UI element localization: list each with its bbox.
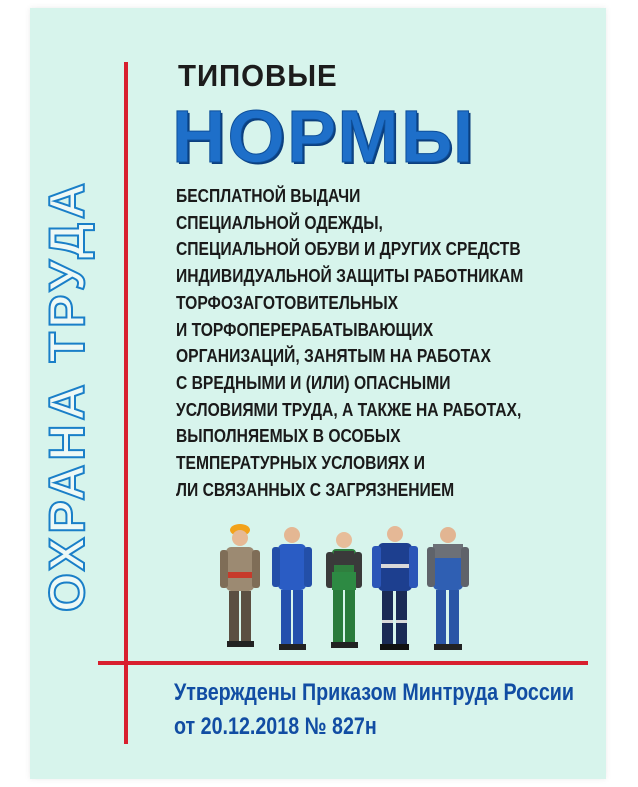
subtitle-line: ВЫПОЛНЯЕМЫХ В ОСОБЫХ	[176, 426, 401, 447]
subtitle-line: С ВРЕДНЫМИ И (ИЛИ) ОПАСНЫМИ	[176, 372, 451, 393]
subtitle-line: ЛИ СВЯЗАННЫХ С ЗАГРЯЗНЕНИЕМ	[176, 479, 455, 500]
subtitle-line: УСЛОВИЯМИ ТРУДА, А ТАКЖЕ НА РАБОТАХ,	[176, 399, 522, 420]
subtitle-line: И ТОРФОПЕРЕРАБАТЫВАЮЩИХ	[176, 319, 434, 340]
subtitle-line: СПЕЦИАЛЬНОЙ ОДЕЖДЫ,	[176, 212, 383, 233]
approval-date-line: от 20.12.2018 № 827н	[174, 713, 377, 740]
worker-figure	[427, 527, 469, 650]
main-title: НОРМЫ	[172, 95, 476, 178]
subtitle-line: ТОРФОЗАГОТОВИТЕЛЬНЫХ	[176, 292, 399, 313]
red-horizontal-rule	[98, 661, 588, 665]
worker-figure	[272, 527, 312, 650]
red-vertical-rule	[124, 62, 128, 744]
worker-figure	[220, 524, 260, 647]
kicker-title: ТИПОВЫЕ	[178, 58, 338, 93]
workers-illustration	[210, 520, 480, 660]
worker-figure	[326, 532, 362, 648]
approval-line: Утверждены Приказом Минтруда России	[174, 679, 574, 706]
subtitle-line: СПЕЦИАЛЬНОЙ ОБУВИ И ДРУГИХ СРЕДСТВ	[176, 239, 521, 260]
subtitle-line: ОРГАНИЗАЦИЙ, ЗАНЯТЫМ НА РАБОТАХ	[176, 346, 491, 367]
series-label-text: ОХРАНА ТРУДА	[39, 178, 95, 612]
worker-figure	[372, 526, 418, 650]
subtitle-line: ТЕМПЕРАТУРНЫХ УСЛОВИЯХ И	[176, 453, 425, 474]
subtitle-block	[176, 183, 529, 503]
approval-block	[174, 676, 574, 744]
subtitle-line: БЕСПЛАТНОЙ ВЫДАЧИ	[176, 186, 361, 206]
subtitle-line: ИНДИВИДУАЛЬНОЙ ЗАЩИТЫ РАБОТНИКАМ	[176, 266, 524, 287]
